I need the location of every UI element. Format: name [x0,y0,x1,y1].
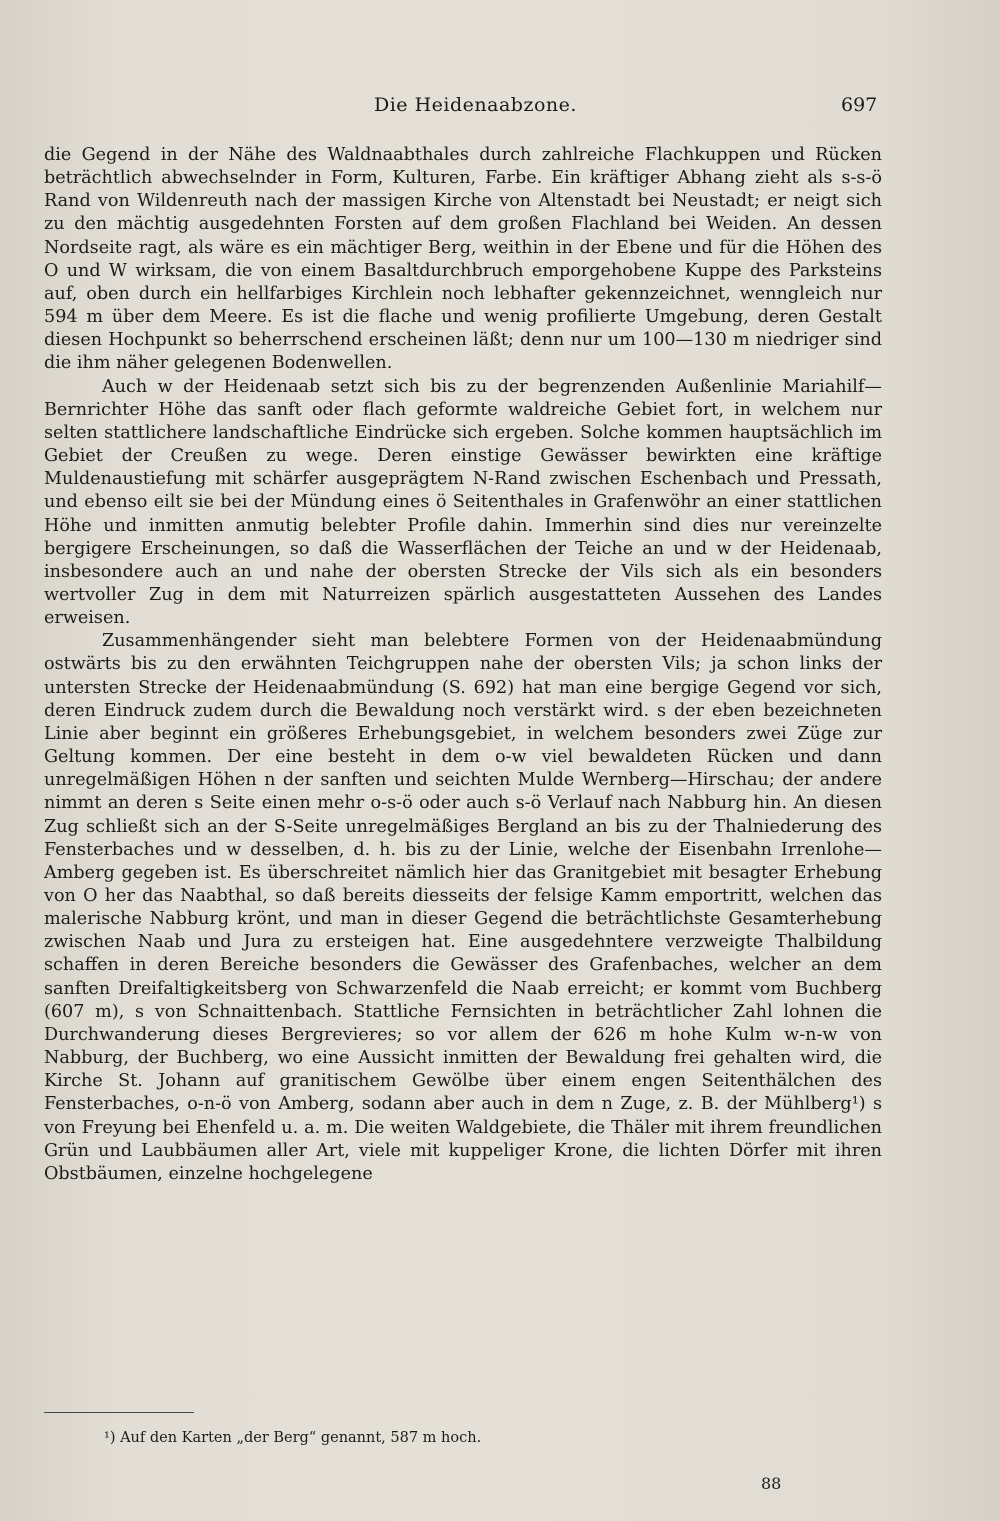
page-number: 697 [841,94,878,116]
footnote: ¹) Auf den Karten „der Berg“ genannt, 587 m hoch. [104,1430,482,1446]
signature-mark: 88 [761,1474,782,1493]
paragraph-2: Auch w der Heidenaab setzt sich bis zu der begrenzenden Außenlinie Mariahilf—Bernrichter Höhe das sanft oder flach geformte waldreiche Gebiet fort, in welchem nur selten stattlichere landschaftliche Eindrücke sich ergeben. Solche kommen hauptsächlich im Gebiet der Creußen zu wege. Deren einstige Gewässer bewirkten eine kräftige Muldenaustiefung mit schärfer ausgeprägtem N-Rand zwischen Eschenbach und Pressath, und ebenso eilt sie bei der Mündung eines ö Seitenthales in Grafenwöhr an einer stattlichen Höhe und inmitten anmutig belebter Profile dahin. Immerhin sind dies nur vereinzelte bergigere Erscheinungen, so daß die Wasserflächen der Teiche an und w der Heidenaab, insbesondere auch an und nahe der obersten Strecke der Vils sich als ein besonders wertvoller Zug in dem mit Naturreizen spärlich ausgestatteten Aussehen des Landes erweisen. [44,376,882,629]
page-header [44,90,884,124]
footnote-divider [44,1412,194,1413]
body-text [44,144,882,1186]
running-title: Die Heidenaabzone. [374,94,577,116]
paragraph-1: die Gegend in der Nähe des Waldnaabthales durch zahlreiche Flachkuppen und Rücken beträchtlich abwechselnder in Form, Kulturen, Farbe. Ein kräftiger Abhang zieht als s-s-ö Rand von Wildenreuth nach der massigen Kirche von Altenstadt bei Neustadt; er neigt sich zu den mächtig ausgedehnten Forsten auf dem großen Flachland bei Weiden. An dessen Nordseite ragt, als wäre es ein mächtiger Berg, weithin in der Ebene und für die Höhen des O und W wirksam, die von einem Basaltdurchbruch emporgehobene Kuppe des Parksteins auf, oben durch ein hellfarbiges Kirchlein noch lebhafter gekennzeichnet, wenngleich nur 594 m über dem Meere. Es ist die flache und wenig profilierte Umgebung, deren Gestalt diesen Hochpunkt so beherrschend erscheinen läßt; denn nur um 100—130 m niedriger sind die ihm näher gelegenen Bodenwellen. [44,145,882,374]
paragraph-3: Zusammenhängender sieht man belebtere Formen von der Heidenaabmündung ostwärts bis zu den erwähnten Teichgruppen nahe der obersten Vils; ja schon links der untersten Strecke der Heidenaabmündung (S. 692) hat man eine bergige Gegend vor sich, deren Eindruck zudem durch die Bewaldung noch verstärkt wird. s der eben bezeichneten Linie aber beginnt ein größeres Erhebungsgebiet, in welchem besonders zwei Züge zur Geltung kommen. Der eine besteht in dem o-w viel bewaldeten Rücken und dann unregelmäßigen Höhen n der sanften und seichten Mulde Wernberg—Hirschau; der andere nimmt an deren s Seite einen mehr o-s-ö oder auch s-ö Verlauf nach Nabburg hin. An diesen Zug schließt sich an der S-Seite unregelmäßiges Bergland an bis zu der Thalniederung des Fensterbaches und w desselben, d. h. bis zu der Linie, welche der Eisenbahn Irrenlohe—Amberg gegeben ist. Es überschreitet nämlich hier das Granitgebiet mit besagter Erhebung von O her das Naabthal, so daß bereits diesseits der felsige Kamm emportritt, welchen das malerische Nabburg krönt, und man in dieser Gegend die beträchtlichste Gesamterhebung zwischen Naab und Jura zu ersteigen hat. Eine ausgedehntere verzweigte Thalbildung schaffen in deren Bereiche besonders die Gewässer des Grafenbaches, welcher an dem sanften Dreifaltigkeitsberg von Schwarzenfeld die Naab erreicht; er kommt vom Buchberg (607 m), s von Schnaittenbach. Stattliche Fernsichten in beträchtlicher Zahl lohnen die Durchwanderung dieses Bergrevieres; so vor allem der 626 m hohe Kulm w-n-w von Nabburg, der Buchberg, wo eine Aussicht inmitten der Bewaldung frei gehalten wird, die Kirche St. Johann auf granitischem Gewölbe über einem engen Seitenthälchen des Fensterbaches, o-n-ö von Amberg, sodann aber auch in dem n Zuge, z. B. der Mühlberg¹) s von Freyung bei Ehenfeld u. a. m. Die weiten Waldgebiete, die Thäler mit ihrem freundlichen Grün und Laubbäumen aller Art, viele mit kuppeliger Krone, die lichten Dörfer mit ihren Obstbäumen, einzelne hochgelegene [44,631,882,1184]
